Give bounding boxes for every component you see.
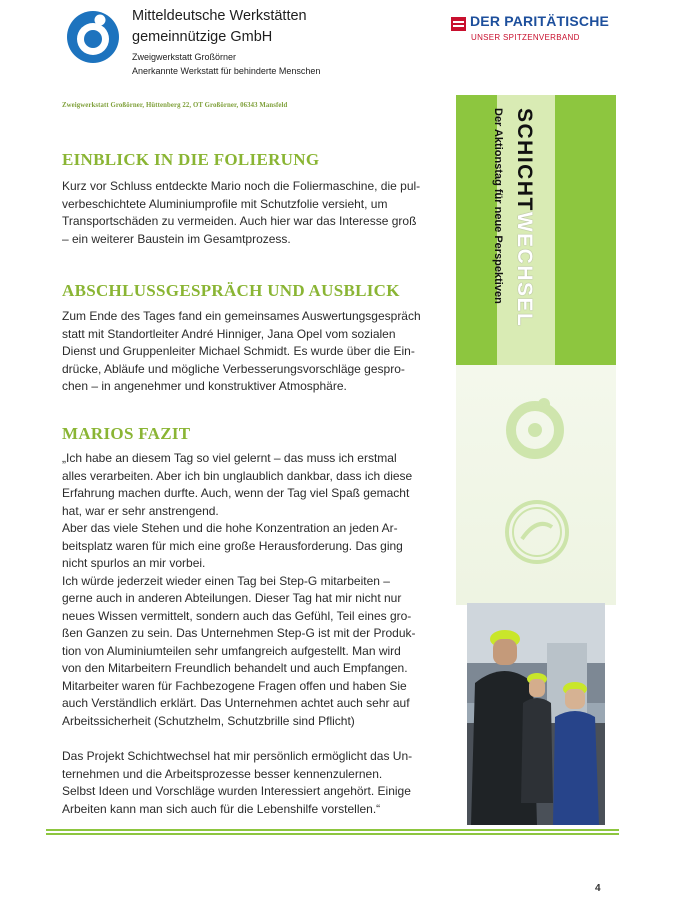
section-heading-folierung: EINBLICK IN DIE FOLIERUNG [62,150,320,169]
paritaetische-flag-icon [451,17,466,31]
text-line: chen – in angenehmer und konstruktiver Atmosphäre. [62,379,347,393]
text-line: Ich würde jederzeit wieder einen Tag bei Step-G mitarbeiten – [62,573,390,588]
text-line: Aber das viele Stehen und die hohe Konzentration an jeden Ar- [62,521,398,535]
text-line: verbeschichtete Aluminiumprofile mit Schutzfolie versieht, um [62,196,388,211]
text-line: alles verarbeiten. Aber ich bin unglaublich dankbar, dass ich diese [62,468,413,483]
text-line: ternehmen und die Arbeitsprozesse besser kennenzulernen. [62,766,383,781]
section-body-abschluss [62,308,421,396]
faded-lebenshilfe-logo-icon [502,395,568,461]
text-line: gerne auch in anderen Abteilungen. Dieser Tag hat mir nicht nur [62,591,402,605]
section-body-folierung [62,178,420,248]
text-line: Kurz vor Schluss entdeckte Mario noch die Foliermaschine, die pul- [62,179,421,193]
text-line: hat, war er sehr anstrengend. [62,503,219,518]
text-line: von den Mitarbeitern Freundlich behandelt und auch Empfangen. [62,661,408,675]
partner-tagline: UNSER SPITZENVERBAND [471,33,580,42]
section-heading-abschluss: ABSCHLUSSGESPRÄCH UND AUSBLICK [62,281,400,300]
text-line: – ein weiterer Baustein im Gesamtprozess. [62,231,291,246]
banner-title-part1: SCHICHT [513,108,536,212]
divider [46,829,619,831]
lebenshilfe-logo-icon [66,10,120,64]
text-line: Selbst Ideen und Vorschläge wurden Interessiert angehört. Einige [62,784,411,798]
text-line: Mitarbeiter waren für Fachbezogene Fragen offen und haben Sie [62,678,407,693]
text-line: Erfahrung machen durfte. Auch, wenn der Tag viel Spaß gemacht [62,486,410,500]
banner-subtitle: Der Aktionstag für neue Perspektiven [492,108,504,304]
page-number: 4 [595,883,601,894]
banner-title-part2: WECHSEL [513,211,536,328]
org-branch: Zweigwerkstatt Großörner [132,52,237,62]
workshop-photo [467,603,605,825]
text-line: Das Projekt Schichtwechsel hat mir persönlich ermöglicht das Un- [62,749,413,763]
text-line: beitsplatz waren für mich eine große Herausforderung. Das ging [62,538,403,553]
section-body-fazit [62,450,416,730]
faded-bug-logo-icon [502,497,572,567]
text-line: tion von Aluminiumteilen sehr umfangreich aufgestellt. Man wird [62,643,401,658]
text-line: auch Verständlich erklärt. Das Unternehmen achtet auch sehr auf [62,696,410,710]
org-name-line2: gemeinnützige GmbH [132,29,273,45]
text-line: „Ich habe an diesem Tag so viel gelernt – das muss ich erstmal [62,451,397,465]
text-line: nicht spurlos an mir vorbei. [62,556,206,570]
text-line: Transportschäden zu vermeiden. Auch hier war das Interesse groß [62,214,417,228]
text-line: statt mit Standortleiter André Hinniger, Jana Opel vom sozialen [62,326,396,341]
banner-title [512,108,536,327]
text-line: Arbeiten kann man sich auch für die Lebenshilfe vorstellen.“ [62,801,381,816]
section-heading-fazit: MARIOS FAZIT [62,424,191,443]
text-line: Arbeitssicherheit (Schutzhelm, Schutzbrille sind Pflicht) [62,713,355,728]
divider [46,833,619,835]
text-line: Dienst und Gruppenleiter Michael Schmidt. Es wurde über die Ein- [62,344,415,358]
partner-name: DER PARITÄTISCHE [470,13,610,29]
address-line: Zweigwerkstatt Großörner, Hüttenberg 22, OT Großörner, 06343 Mansfeld [62,102,288,109]
org-description: Anerkannte Werkstatt für behinderte Menschen [132,66,321,76]
text-line: drücke, Abläufe und mögliche Verbesserungsvorschläge gespro- [62,361,405,376]
org-name-line1: Mitteldeutsche Werkstätten [132,8,307,24]
text-line: Zum Ende des Tages fand ein gemeinsames Auswertungsgespräch [62,309,421,323]
section-closing-fazit [62,748,412,818]
text-line: neues Wissen vermittelt, sondern auch das Gefühl, Teil eines gro- [62,608,412,623]
text-line: ßen Ganzen zu sein. Das Unternehmen Step-G ist mit der Produk- [62,626,416,640]
